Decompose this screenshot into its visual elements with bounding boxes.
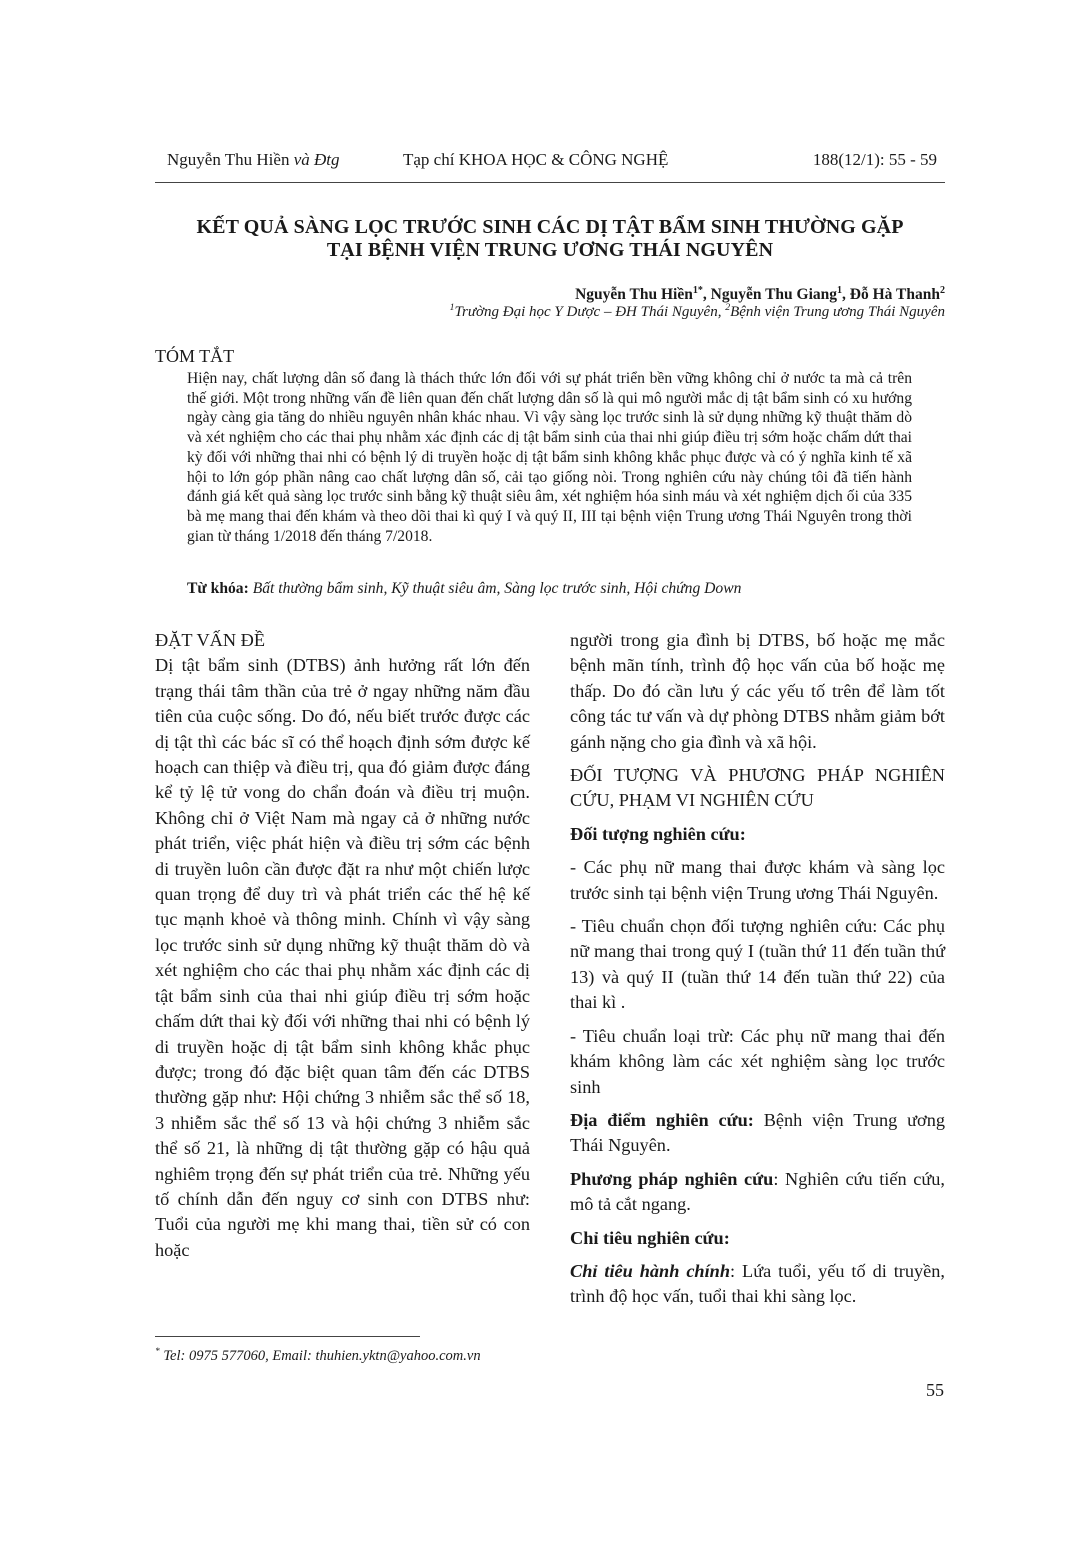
header-issue: 188(12/1): 55 - 59 (812, 150, 937, 169)
subjects-item-1: - Các phụ nữ mang thai được khám và sàng lọc trước sinh tại bệnh viện Trung ương Thái Nguyên. (570, 857, 945, 903)
footnote (155, 1348, 481, 1365)
abstract-heading: TÓM TẮT (155, 346, 235, 366)
author-1: Nguyễn Thu Hiền (575, 286, 693, 303)
introduction-continuation: người trong gia đình bị DTBS, bố hoặc mẹ mắc bệnh mãn tính, trình độ học vấn của bố hoặc mẹ thấp. Do đó cần lưu ý các yếu tố trên để làm tốt công tác tư vấn và dự phòng DTBS nhằm giảm bớt gánh nặng cho gia đình và xã hội. (570, 630, 945, 752)
author-3: Đỗ Hà Thanh (849, 286, 940, 303)
page-number: 55 (926, 1380, 944, 1400)
keywords (187, 580, 741, 598)
keywords-label: Từ khóa: (187, 580, 249, 597)
header-author-name: Nguyễn Thu Hiền (167, 150, 290, 169)
header-authors (167, 150, 340, 170)
introduction-body: Dị tật bẩm sinh (DTBS) ảnh hưởng rất lớn đến trạng thái tâm thần của trẻ ở ngay những năm đầu tiên của cuộc sống. Do đó, nếu biết trước được các dị tật thì các bác sĩ có thể hoạch định sớm được kế hoạch can thiệp và điều trị, qua đó giảm được đáng kể tỷ lệ tử vong do chẩn đoán và điều trị muộn. Không chỉ ở Việt Nam mà ngay cả ở những nước phát triển, việc phát hiện và điều trị sớm các bệnh di truyền luôn cần được đặt ra như một chiến lược quan trọng để duy trì và phát triển các thế hệ kế tục mạnh khoẻ và thông minh. Chính vì vậy sàng lọc trước sinh sử dụng những kỹ thuật thăm dò và xét nghiệm cho các thai phụ nhằm xác định các dị tật bẩm sinh của thai nhi giúp điều trị sớm hoặc chấm dứt thai kỳ đối với những thai nhi có bệnh lý di truyền hoặc dị tật bẩm sinh không khắc phục được; trong đó đặc biệt quan tâm đến các DTBS thường gặp như: Hội chứng 3 nhiễm sắc thể số 18, 3 nhiễm sắc thể số 13 và hội chứng 3 nhiễm sắc thể số 21, là những dị tật thường gặp có hậu quả nghiêm trọng đến sự phát triển của trẻ. Những yếu tố chính dẫn đến nguy cơ sinh con DTBS như: Tuổi của người mẹ khi mang thai, tiền sử có con hoặc (155, 655, 530, 1260)
author-3-sup: 2 (939, 284, 945, 296)
aff-1: Trường Đại học Y Dược – ĐH Thái Nguyên, (454, 304, 726, 320)
aff-1-sup: 1 (449, 302, 455, 313)
aff-2-sup: 2 (725, 302, 731, 313)
indicators-heading: Chỉ tiêu nghiên cứu: (570, 1227, 730, 1248)
admin-paragraph (570, 1259, 945, 1310)
location-paragraph (570, 1108, 945, 1159)
title-line-2: TẠI BỆNH VIỆN TRUNG ƯƠNG THÁI NGUYÊN (326, 239, 774, 261)
abstract-text: Hiện nay, chất lượng dân số đang là thách thức lớn đối với sự phát triển bền vững không chỉ ở nước ta mà cả trên thế giới. Một trong những vấn đề liên quan đến chất lượng dân số là qui mô người mắc dị tật bẩm sinh có xu hướng ngày càng gia tăng do nhiều nguyên nhân khác nhau. Vì vậy sàng lọc trước sinh là sử dụng những kỹ thuật thăm dò và xét nghiệm cho các thai phụ nhằm xác định các dị tật bẩm sinh của thai nhi giúp điều trị sớm hoặc chấm dứt thai kỳ đối với những thai nhi có bệnh lý di truyền hoặc dị tật bẩm sinh không khắc phục được và có ý nghĩa kinh tế xã hội to lớn góp phần nâng cao chất lượng dân số, cải tạo giống nòi. Trong nghiên cứu này chúng tôi đã tiến hành đánh giá kết quả sàng lọc trước sinh bằng kỹ thuật siêu âm, xét nghiệm hóa sinh máu và xét nghiệm dịch ối của 335 bà mẹ mang thai đến khám và theo dõi thai kì quý I và quý II, III tại bệnh viện Trung ương Thái Nguyên trong thời gian từ tháng 1/2018 đến tháng 7/2018. (187, 370, 912, 545)
subjects-heading: Đối tượng nghiên cứu: (570, 823, 746, 844)
admin-text: : Lứa tuổi, yếu tố di truyền, trình độ học vấn, tuổi thai khi sàng lọc. (570, 1260, 945, 1307)
author-2-sup: 1 (837, 284, 843, 296)
right-column (570, 628, 945, 1310)
header-author-etal: và Đtg (293, 150, 340, 169)
subjects-item-3: - Tiêu chuẩn loại trừ: Các phụ nữ mang thai đến khám không làm các xét nghiệm sàng lọc trước sinh (570, 1025, 945, 1097)
author-2: Nguyễn Thu Giang (710, 286, 838, 303)
paper-title (155, 216, 945, 262)
title-line-1: KẾT QUẢ SÀNG LỌC TRƯỚC SINH CÁC DỊ TẬT BẨM SINH THƯỜNG GẶP (196, 216, 904, 238)
footnote-rule (155, 1336, 420, 1337)
method-label: Phương pháp nghiên cứu (570, 1168, 774, 1189)
section-heading-introduction: ĐẶT VẤN ĐỀ (155, 630, 266, 650)
location-text: Bệnh viện Trung ương Thái Nguyên. (570, 1109, 945, 1156)
affiliations (450, 304, 945, 321)
author-1-sup: 1* (692, 284, 703, 296)
aff-2: Bệnh viện Trung ương Thái Nguyên (730, 304, 945, 320)
header-journal: Tạp chí KHOA HỌC & CÔNG NGHỆ (403, 150, 669, 169)
keywords-list: Bất thường bẩm sinh, Kỹ thuật siêu âm, Sàng lọc trước sinh, Hội chứng Down (252, 580, 742, 597)
footnote-marker: * (155, 1347, 160, 1358)
header-rule (155, 182, 945, 183)
method-paragraph (570, 1167, 945, 1218)
method-text: : Nghiên cứu tiến cứu, mô tả cắt ngang. (570, 1168, 945, 1215)
admin-label: Chỉ tiêu hành chính (570, 1260, 731, 1281)
left-column (155, 628, 530, 1263)
subjects-item-2: - Tiêu chuẩn chọn đối tượng nghiên cứu: Các phụ nữ mang thai trong quý I (tuần thứ 11 đến tuần thứ 13) và quý II (tuần thứ 14 đến tuần thứ 22) của thai kì . (570, 916, 945, 1013)
section-heading-methods: ĐỐI TƯỢNG VÀ PHƯƠNG PHÁP NGHIÊN CỨU, PHẠM VI NGHIÊN CỨU (570, 765, 945, 811)
location-label: Địa điểm nghiên cứu: (570, 1109, 754, 1130)
author-list: Nguyễn Thu Hiền$^{1*}$, Nguyễn Thu Giang$^1$, Đỗ Hà Thanh$^2$ (575, 284, 945, 303)
footnote-text: Tel: 0975 577060, Email: thuhien.yktn@yahoo.com.vn (159, 1348, 481, 1364)
